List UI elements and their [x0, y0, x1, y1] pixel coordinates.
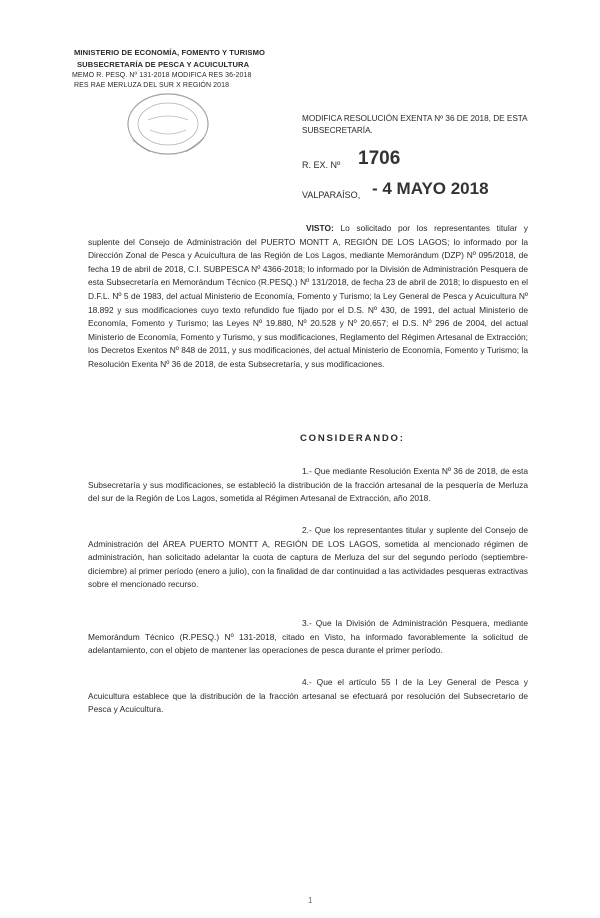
- visto-label: VISTO:: [306, 223, 334, 233]
- considerando-item: 2.- Que los representantes titular y suplente del Consejo de Administración del ÁREA PUERTO MONTT A, REGIÓN DE LOS LAGOS, sometida al mencionado régimen de administración, han solicitado adelantar la cuota de captura de Merluza del sur del segundo período (septiembre-diciembre) al primer período (enero a julio), con la finalidad de dar continuidad a las actividades pesqueras extractivas sobre el mencionado recurso.: [88, 525, 528, 590]
- memo-reference: MEMO R. PESQ. Nº 131-2018 MODIFICA RES 36-2018: [72, 72, 252, 79]
- resolution-subject: MODIFICA RESOLUCIÓN EXENTA Nº 36 DE 2018, DE ESTA SUBSECRETARÍA.: [302, 114, 528, 135]
- resolution-number-label: R. EX. Nº: [302, 160, 341, 170]
- considerando-item: 3.- Que la División de Administración Pesquera, mediante Memorándum Técnico (R.PESQ.) Nº 131-2018, citado en Visto, ha informado favorablemente la solicitud de adelantamiento, con el objeto de mantener las operaciones de pesca durante el primer período.: [88, 618, 528, 656]
- visto-paragraph: [88, 222, 528, 372]
- considerando-item: 4.- Que el artículo 55 I de la Ley General de Pesca y Acuicultura establece que la distribución de la fracción artesanal se efectuará por resolución del Subsecretario de Pesca y Acuicultura.: [88, 677, 528, 715]
- resolution-reference: RES RAE MERLUZA DEL SUR X REGIÓN 2018: [74, 82, 230, 89]
- issue-date: - 4 MAYO 2018: [372, 179, 489, 198]
- considerando-item: 1.- Que mediante Resolución Exenta Nº 36 de 2018, de esta Subsecretaría y sus modificaciones, se estableció la distribución de la fracción artesanal de la pesquería de Merluza del sur de la Región de Los Lagos, sometida al Régimen Artesanal de Extracción, año 2018.: [88, 466, 528, 504]
- ministry-name: MINISTERIO DE ECONOMÍA, FOMENTO Y TURISMO: [74, 48, 266, 57]
- undersecretariat-name: SUBSECRETARÍA DE PESCA Y ACUICULTURA: [77, 60, 250, 69]
- issue-city: VALPARAÍSO,: [302, 190, 361, 200]
- page-mark: 1: [308, 896, 313, 905]
- visto-text: Lo solicitado por los representantes titular y suplente del Consejo de Administración del PUERTO MONTT A, REGIÓN DE LOS LAGOS; lo informado por la Dirección Zonal de Pesca y Acuicultura de las Región de Los Lagos, mediante Memorándum (DZP) Nº 095/2018, de fecha 19 de abril de 2018, C.I. SUBPESCA Nº 4366-2018; lo informado por la División de Administración Pesquera de esta Subsecretaría en Memorándum Técnico (R.PESQ.) Nº 131/2018, de fecha 23 de abril de 2018; lo dispuesto en el D.F.L. Nº 5 de 1983, del actual Ministerio de Economía, Fomento y Turismo; la Ley General de Pesca y Acuicultura Nº 18.892 y sus modificaciones cuyo texto refundido fue fijado por el D.S. Nº 430, de 1991, del actual Ministerio de Economía, Fomento y Turismo; las Leyes Nº 19.880, Nº 20.528 y Nº 20.657; el D.S. Nº 296 de 2004, del actual Ministerio de Economía, Fomento y Turismo, y sus modificaciones, Reglamento del Régimen Artesanal de Extracción; los Decretos Exentos Nº 848 de 2011, y sus modificaciones, del actual Ministerio de Economía, Fomento y Turismo; la Resolución Exenta Nº 36 de 2018, de esta Subsecretaría, y sus modificaciones.: [88, 223, 528, 369]
- considerando-heading: CONSIDERANDO:: [300, 433, 405, 444]
- resolution-number: 1706: [358, 148, 401, 169]
- official-seal-stamp: [120, 90, 216, 162]
